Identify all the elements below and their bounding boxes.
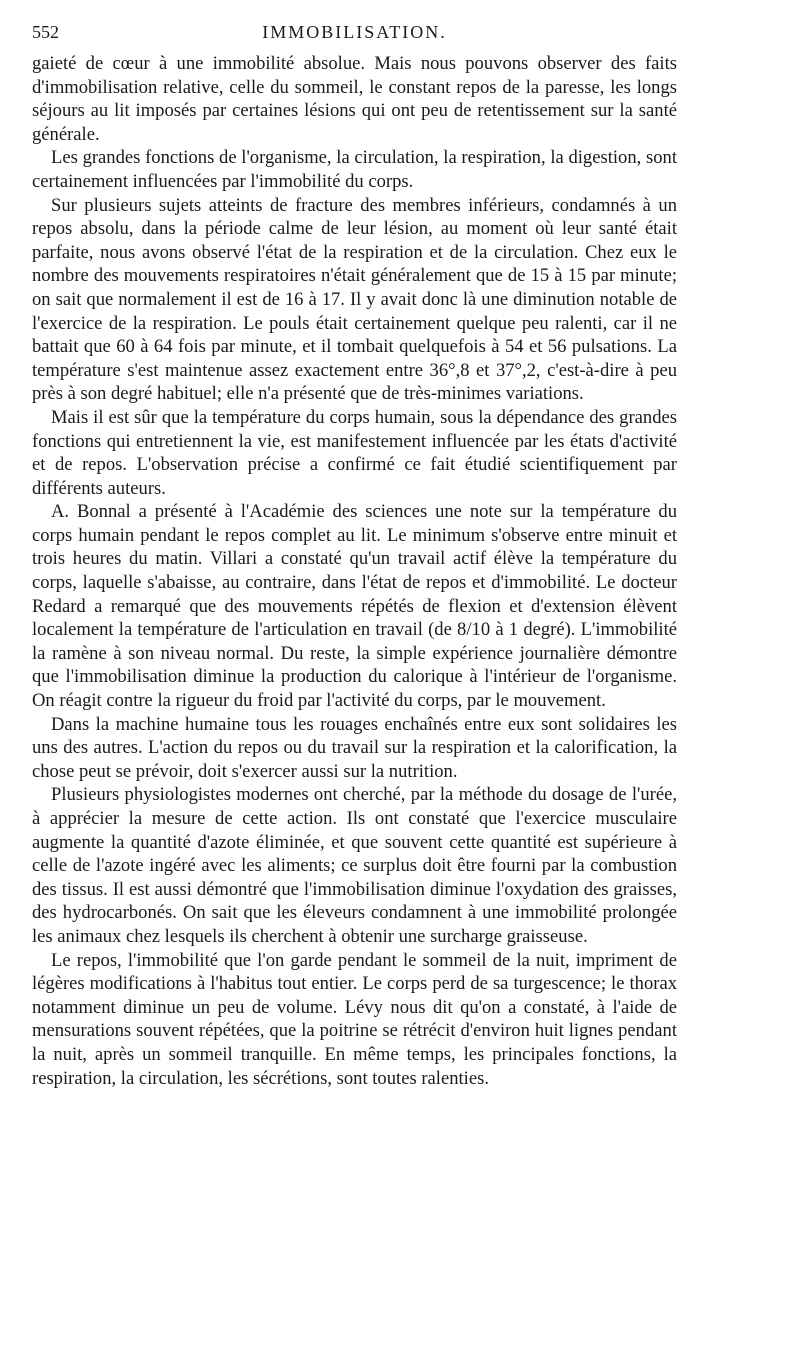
page-header bbox=[32, 22, 677, 44]
running-title: IMMOBILISATION. bbox=[262, 22, 447, 42]
paragraph: Sur plusieurs sujets atteints de fracture des membres inférieurs, condamnés à un repos absolu, dans la période calme de leur lésion, au moment où leur santé était parfaite, nous avons observé l'état de la respiration et de la circulation. Chez eux le nombre des mouvements respiratoires n'était généralement que de 15 à 15 par minute; on sait que normalement il est de 16 à 17. Il y avait donc là une diminution notable de l'exercice de la respiration. Le pouls était certainement quelque peu ralenti, car il ne battait que 60 à 64 fois par minute, et il tombait quelquefois à 54 et 56 pulsations. La température s'est maintenue assez exactement entre 36°,8 et 37°,2, c'est-à-dire à peu près à son degré habituel; elle n'a présenté que de très-minimes variations. bbox=[32, 194, 677, 405]
paragraph: Le repos, l'immobilité que l'on garde pendant le sommeil de la nuit, impriment de légères modifications à l'habitus tout entier. Le corps perd de sa turgescence; le thorax notamment diminue un peu de volume. Lévy nous dit qu'on a constaté, à l'aide de mensurations souvent répétées, que la poitrine se rétrécit d'environ huit lignes pendant la nuit, après un sommeil tranquille. En même temps, les principales fonctions, la respiration, la circulation, les sécrétions, sont toutes ralenties. bbox=[32, 949, 677, 1089]
paragraph: Les grandes fonctions de l'organisme, la circulation, la respiration, la digestion, sont certainement influencées par l'immobilité du corps. bbox=[32, 147, 677, 192]
paragraph: Mais il est sûr que la température du corps humain, sous la dépendance des grandes fonctions qui entretiennent la vie, est manifestement influencée par les états d'activité et de repos. L'observation précise a confirmé ce fait étudié scientifiquement par différents auteurs. bbox=[32, 406, 677, 499]
paragraph: Plusieurs physiologistes modernes ont cherché, par la méthode du dosage de l'urée, à apprécier la mesure de cette action. Ils ont constaté que l'exercice musculaire augmente la quantité d'azote éliminée, et que souvent cette quantité est supérieure à celle de l'azote ingéré avec les aliments; ce surplus doit être fourni par la combustion des tissus. Il est aussi démontré que l'immobilisation diminue l'oxydation des graisses, des hydrocarbonés. On sait que les éleveurs condamnent à une immobilité prolongée les animaux chez lesquels ils cherchent à obtenir une surcharge graisseuse. bbox=[32, 784, 677, 947]
body-text bbox=[32, 52, 677, 1090]
paragraph: A. Bonnal a présenté à l'Académie des sciences une note sur la température du corps humain pendant le repos complet au lit. Le minimum s'observe entre minuit et trois heures du matin. Villari a constaté qu'un travail actif élève la température du corps, laquelle s'abaisse, au contraire, dans l'état de repos et d'immobilité. Le docteur Redard a remarqué que des mouvements répétés de flexion et d'extension élèvent localement la température de l'articulation en travail (de 8/10 à 1 degré). L'immobilité la ramène à son niveau normal. Du reste, la simple expérience journalière démontre que l'immobilisation diminue la production du calorique à l'intérieur de l'organisme. On réagit contre la rigueur du froid par l'activité du corps, par le mouvement. bbox=[32, 501, 677, 712]
paragraph-continuation: gaieté de cœur à une immobilité absolue. Mais nous pouvons observer des faits d'immobilisation relative, celle du sommeil, le constant repos de la paresse, les longs séjours au lit imposés par certaines lésions qui ont peu de retentissement sur la santé générale. bbox=[32, 53, 677, 145]
page-number: 552 bbox=[32, 22, 59, 42]
paragraph: Dans la machine humaine tous les rouages enchaînés entre eux sont solidaires les uns des autres. L'action du repos ou du travail sur la respiration et la calorification, la chose peut se prévoir, doit s'exercer aussi sur la nutrition. bbox=[32, 713, 677, 782]
